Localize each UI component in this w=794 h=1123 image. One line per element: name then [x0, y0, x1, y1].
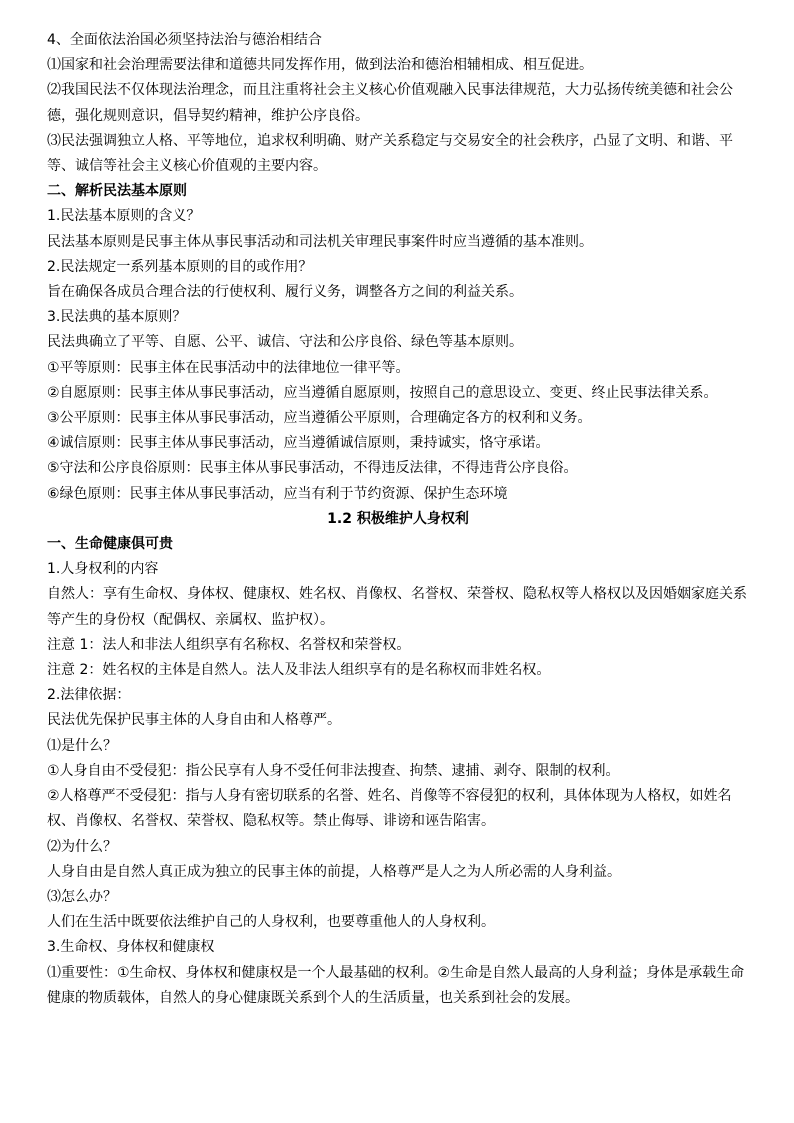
- section-heading: 二、解析民法基本原则: [47, 183, 187, 200]
- principle-item: ⑤守法和公序良俗原则：民事主体从事民事活动，不得违反法律，不得违背公序良俗。: [47, 460, 578, 477]
- paragraph: ⑴国家和社会治理需要法律和道德共同发挥作用，做到法治和德治相辅相成、相互促进。: [47, 57, 593, 74]
- question-heading: 2.法律依据：: [47, 687, 131, 704]
- paragraph: ①人身自由不受侵犯：指公民享有人身不受任何非法搜查、拘禁、逮捕、剥夺、限制的权利。: [47, 762, 620, 779]
- paragraph: ②人格尊严不受侵犯：指与人身有密切联系的名誉、姓名、肖像等不容侵犯的权利，具体体现为人格权，如姓名权、肖像权、名誉权、荣誉权、隐私权等。禁止侮辱、诽谤和诬告陷害。: [47, 788, 732, 830]
- lesson-title: 1.2 积极维护人身权利: [327, 510, 469, 527]
- sub-question: ⑴是什么？: [47, 737, 117, 754]
- question-heading: 3.生命权、身体权和健康权: [47, 939, 215, 956]
- note: 注意 2：姓名权的主体是自然人。法人及非法人组织享有的是名称权而非姓名权。: [47, 662, 551, 679]
- paragraph: 民法优先保护民事主体的人身自由和人格尊严。: [47, 712, 341, 729]
- sub-question: ⑶怎么办？: [47, 888, 117, 905]
- paragraph: 民法典确立了平等、自愿、公平、诚信、守法和公序良俗、绿色等基本原则。: [47, 334, 523, 351]
- question-heading: 1.人身权利的内容: [47, 561, 159, 578]
- principle-item: ⑥绿色原则：民事主体从事民事活动，应当有利于节约资源、保护生态环境: [47, 485, 508, 502]
- question-heading: 3.民法典的基本原则？: [47, 309, 187, 326]
- paragraph: 旨在确保各成员合理合法的行使权利、履行义务，调整各方之间的利益关系。: [47, 284, 523, 301]
- paragraph: ⑵我国民法不仅体现法治理念，而且注重将社会主义核心价值观融入民事法律规范，大力弘扬传统美德和社会公德，强化规则意识，倡导契约精神，维护公序良俗。: [47, 82, 733, 124]
- question-heading: 1.民法基本原则的含义？: [47, 208, 201, 225]
- document-page: [47, 28, 749, 1011]
- paragraph: ⑴重要性：①生命权、身体权和健康权是一个人最基础的权利。②生命是自然人最高的人身利益；身体是承载生命健康的物质载体，自然人的身心健康既关系到个人的生活质量，也关系到社会的发展。: [47, 964, 745, 1006]
- sub-question: ⑵为什么？: [47, 838, 117, 855]
- section-heading: 4、全面依法治国必须坚持法治与德治相结合: [47, 32, 322, 48]
- question-heading: 2.民法规定一系列基本原则的目的或作用？: [47, 258, 313, 275]
- paragraph: 人身自由是自然人真正成为独立的民事主体的前提，人格尊严是人之为人所必需的人身利益。: [47, 863, 621, 880]
- principle-item: ④诚信原则：民事主体从事民事活动，应当遵循诚信原则，秉持诚实，恪守承诺。: [47, 435, 550, 452]
- paragraph: 民法基本原则是民事主体从事民事活动和司法机关审理民事案件时应当遵循的基本准则。: [47, 233, 593, 250]
- paragraph: 人们在生活中既要依法维护自己的人身权利，也要尊重他人的人身权利。: [47, 914, 495, 931]
- paragraph: 自然人：享有生命权、身体权、健康权、姓名权、肖像权、名誉权、荣誉权、隐私权等人格权以及因婚姻家庭关系等产生的身份权（配偶权、亲属权、监护权）。: [47, 586, 747, 628]
- note: 注意 1：法人和非法人组织享有名称权、名誉权和荣誉权。: [47, 636, 411, 653]
- section-heading: 一、生命健康俱可贵: [47, 536, 173, 553]
- principle-item: ③公平原则：民事主体从事民事活动，应当遵循公平原则，合理确定各方的权利和义务。: [47, 410, 592, 427]
- principle-item: ①平等原则：民事主体在民事活动中的法律地位一律平等。: [47, 359, 410, 376]
- paragraph: ⑶民法强调独立人格、平等地位，追求权利明确、财产关系稳定与交易安全的社会秩序，凸显了文明、和谐、平等、诚信等社会主义核心价值观的主要内容。: [47, 132, 733, 175]
- principle-item: ②自愿原则：民事主体从事民事活动，应当遵循自愿原则，按照自己的意思设立、变更、终止民事法律关系。: [47, 384, 718, 401]
